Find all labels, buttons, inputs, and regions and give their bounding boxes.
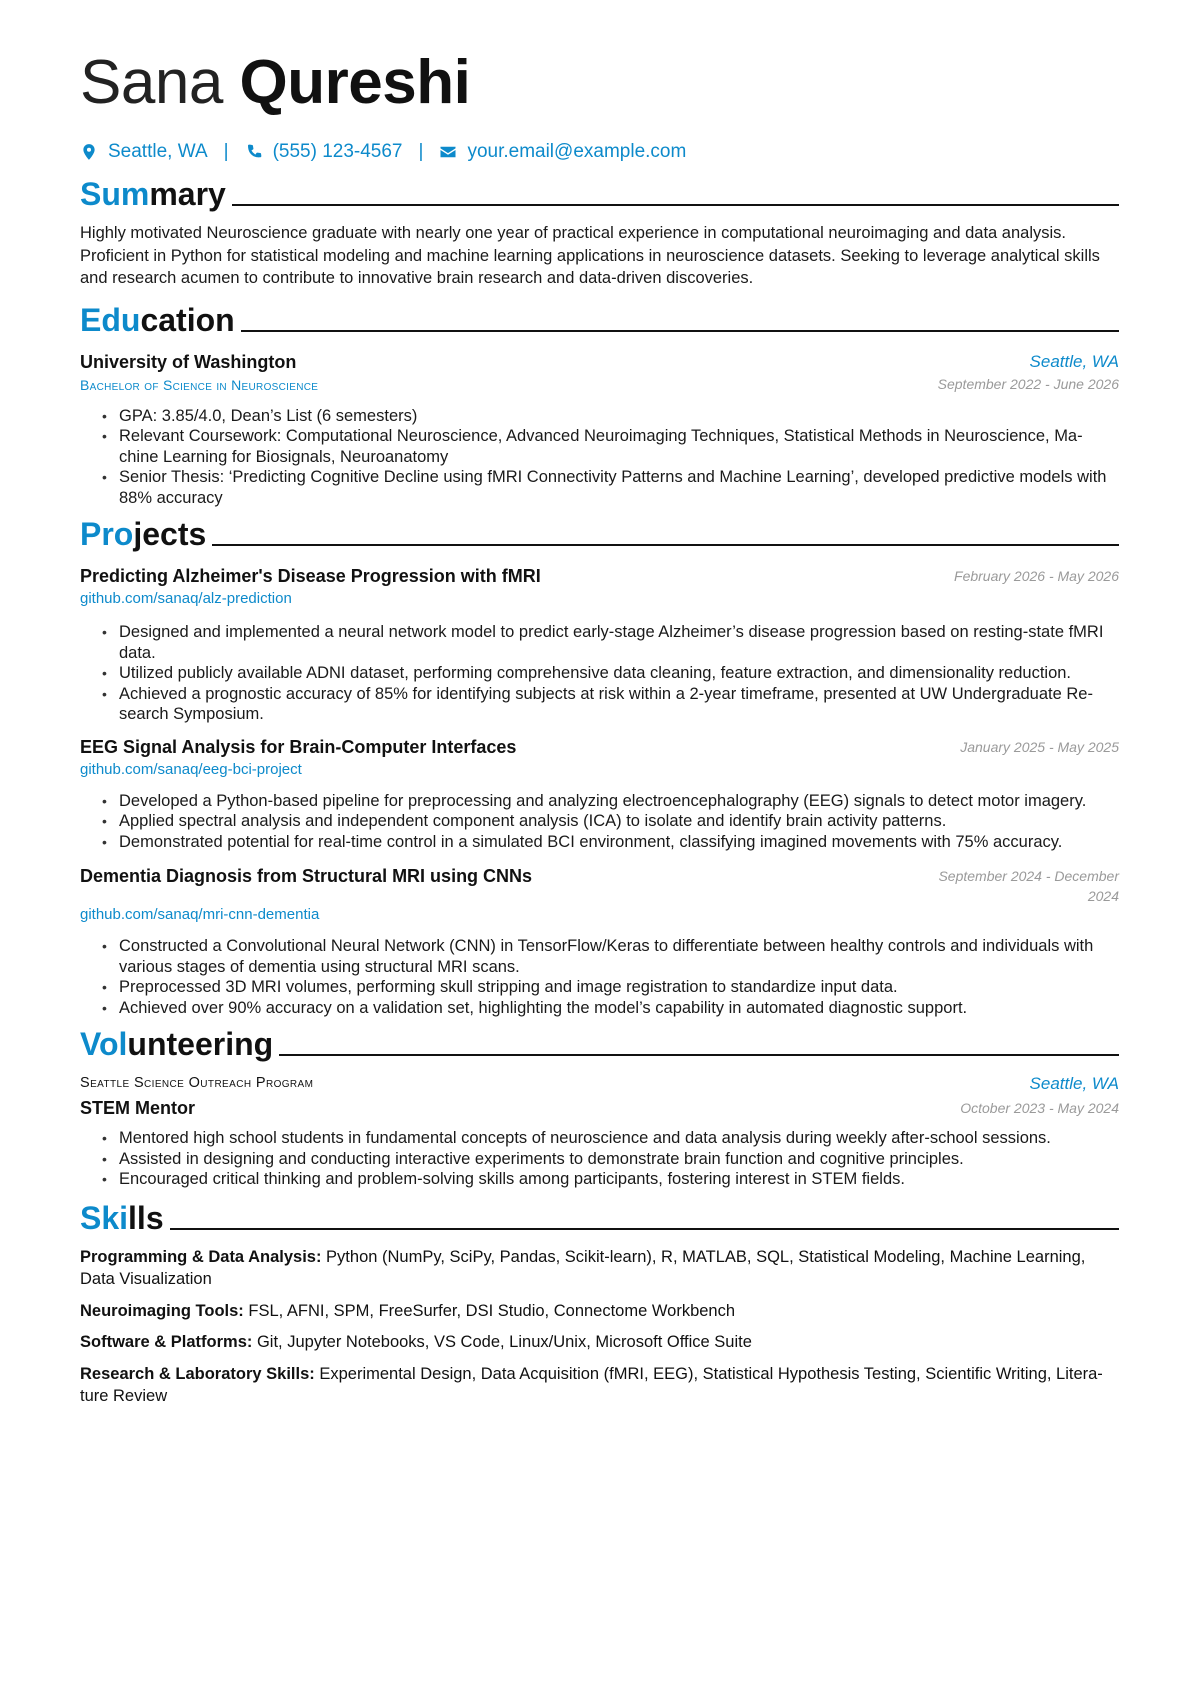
skill-value: Python (NumPy, SciPy, Pandas, Scikit-learn), R, MATLAB, SQL, Statistical Modeling, Machine Learning, Data Visualization [80, 1247, 1086, 1288]
project-dates: February 2026 - May 2026 [954, 568, 1119, 584]
volunteering-entry [80, 1072, 1119, 1190]
contact-phone[interactable] [245, 141, 403, 163]
list-item: • Relevant Coursework: Computational Neuroscience, Advanced Neuroimaging Techniques, Statistical Methods in Neuroscience, Ma-chine Learning for Biosignals, Neuroanatomy [102, 426, 1119, 467]
project-bullets [102, 622, 1119, 725]
project-link[interactable]: github.com/sanaq/alz-prediction [80, 590, 292, 607]
phone-icon [245, 143, 263, 161]
contact-location [80, 141, 208, 163]
list-item: • Applied spectral analysis and independent component analysis (ICA) to isolate and identify brain activity patterns. [102, 811, 1119, 832]
skill-label: Neuroimaging Tools: [80, 1301, 244, 1320]
list-item: • GPA: 3.85/4.0, Dean’s List (6 semesters) [102, 406, 1119, 427]
skill-label: Research & Laboratory Skills: [80, 1364, 315, 1383]
project-entry [80, 735, 1119, 853]
contact-separator: | [418, 141, 424, 162]
project-dates: September 2024 - December 2024 [938, 868, 1119, 904]
candidate-name [80, 44, 1119, 122]
school-location: Seattle, WA [1029, 351, 1119, 371]
list-item: • Utilized publicly available ADNI dataset, performing comprehensive data cleaning, feature extraction, and dimensionality reduction. [102, 663, 1119, 684]
envelope-icon [439, 143, 457, 161]
organization-name: Seattle Science Outreach Program [80, 1075, 314, 1091]
education-dates: September 2022 - June 2026 [937, 375, 1119, 392]
skill-value: FSL, AFNI, SPM, FreeSurfer, DSI Studio, Connectome Workbench [248, 1301, 736, 1320]
project-bullets [102, 936, 1119, 1018]
summary-text: Highly motivated Neuroscience graduate with nearly one year of practical experience in computational neuroimaging and data analysis. Proficient in Python for statistical modeling and machine learning applications in neuroscience datasets. Seeking to leverage analytical skills and research acumen to contribute to innovative brain research and data-driven discoveries. [80, 224, 1100, 287]
section-rule [232, 204, 1119, 206]
list-item: • Constructed a Convolutional Neural Network (CNN) in TensorFlow/Keras to differentiate between healthy controls and individuals with various stages of dementia using structural MRI scans. [102, 936, 1119, 977]
skills-heading: Skills [80, 1198, 1119, 1236]
skill-group [80, 1246, 1119, 1291]
project-entry [80, 864, 1119, 1018]
volunteering-heading: Volunteering [80, 1024, 1119, 1062]
section-rule [212, 544, 1119, 546]
first-name: Sana [80, 48, 223, 117]
skill-label: Programming & Data Analysis: [80, 1247, 322, 1266]
phone-text: (555) 123-4567 [272, 141, 403, 162]
list-item: • Developed a Python-based pipeline for preprocessing and analyzing electroencephalography (EEG) signals to detect motor imagery. [102, 791, 1119, 812]
degree: Bachelor of Science in Neuroscience [80, 376, 319, 393]
skill-group [80, 1363, 1119, 1408]
list-item: • Mentored high school students in fundamental concepts of neuroscience and data analysis during weekly after-school sessions. [102, 1128, 1119, 1149]
project-entry [80, 564, 1119, 725]
list-item: • Encouraged critical thinking and problem-solving skills among participants, fostering interest in STEM fields. [102, 1169, 1119, 1190]
section-rule [170, 1228, 1119, 1230]
skill-group [80, 1300, 1119, 1323]
education-entry [80, 350, 1119, 509]
location-text: Seattle, WA [108, 141, 208, 162]
summary-heading: Summary [80, 174, 1119, 212]
education-heading: Education [80, 300, 1119, 338]
skill-group [80, 1331, 1119, 1354]
volunteer-dates: October 2023 - May 2024 [960, 1100, 1119, 1116]
section-rule [279, 1054, 1119, 1056]
education-bullets [102, 406, 1119, 509]
contact-separator: | [223, 141, 229, 162]
list-item: • Designed and implemented a neural network model to predict early-stage Alzheimer’s disease progression based on resting-state fMRI data. [102, 622, 1119, 663]
school-name: University of Washington [80, 351, 297, 372]
list-item: • Assisted in designing and conducting interactive experiments to demonstrate brain function and cognitive principles. [102, 1149, 1119, 1170]
project-link[interactable]: github.com/sanaq/eeg-bci-project [80, 760, 302, 778]
volunteer-role: STEM Mentor [80, 1098, 195, 1118]
project-title: EEG Signal Analysis for Brain-Computer Interfaces [80, 736, 517, 757]
skill-label: Software & Platforms: [80, 1333, 253, 1351]
contact-email[interactable] [439, 141, 686, 163]
project-bullets [102, 791, 1119, 853]
resume-page [80, 44, 1119, 1408]
project-title: Predicting Alzheimer's Disease Progression with fMRI [80, 566, 541, 586]
project-title: Dementia Diagnosis from Structural MRI using CNNs [80, 866, 533, 886]
organization-location: Seattle, WA [1029, 1074, 1119, 1093]
volunteer-bullets [102, 1128, 1119, 1190]
list-item: • Achieved a prognostic accuracy of 85% for identifying subjects at risk within a 2-year timeframe, presented at UW Undergraduate Re-search Symposium. [102, 684, 1119, 725]
map-marker-icon [80, 143, 98, 161]
contact-bar [80, 138, 1119, 166]
section-rule [241, 330, 1119, 332]
email-link[interactable]: your.email@example.com [467, 141, 687, 162]
list-item: • Demonstrated potential for real-time control in a simulated BCI environment, classifying imagined movements with 75% accuracy. [102, 832, 1119, 853]
list-item: • Senior Thesis: ‘Predicting Cognitive Decline using fMRI Connectivity Patterns and Machine Learning’, developed predictive models with 88% accuracy [102, 467, 1119, 508]
list-item: • Achieved over 90% accuracy on a validation set, highlighting the model’s capability in automated diagnostic support. [102, 998, 1119, 1019]
skill-value: Experimental Design, Data Acquisition (fMRI, EEG), Statistical Hypothesis Testing, Scientific Writing, Litera-ture Review [80, 1364, 1103, 1405]
project-link[interactable]: github.com/sanaq/mri-cnn-dementia [80, 906, 320, 923]
list-item: • Preprocessed 3D MRI volumes, performing skull stripping and image registration to standardize input data. [102, 977, 1119, 998]
projects-heading: Projects [80, 514, 1119, 552]
project-dates: January 2025 - May 2025 [960, 738, 1119, 755]
last-name: Qureshi [239, 48, 471, 117]
skill-value: Git, Jupyter Notebooks, VS Code, Linux/Unix, Microsoft Office Suite [256, 1333, 752, 1351]
